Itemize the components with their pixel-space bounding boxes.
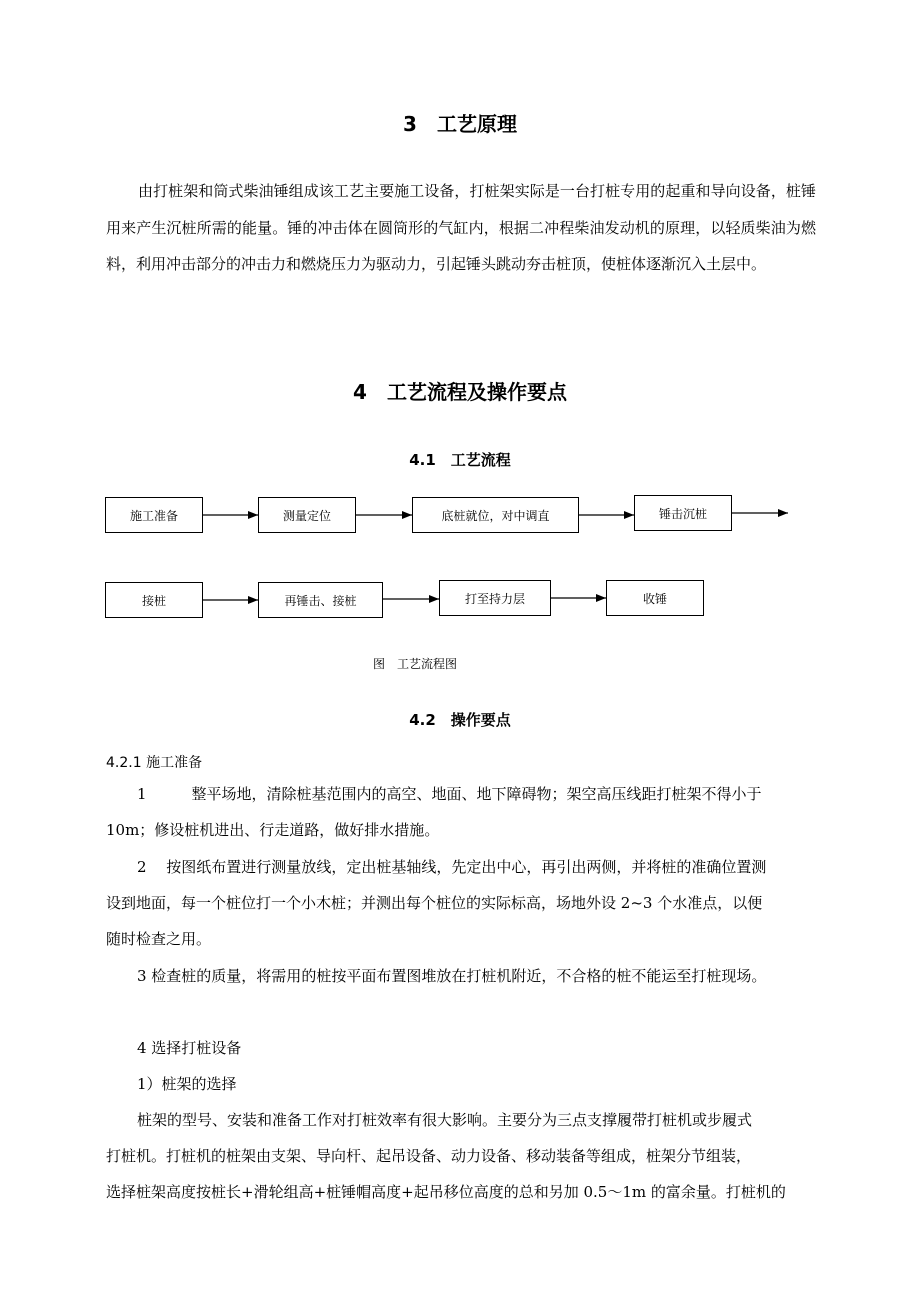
item-2-line-3: 随时检查之用。 (106, 930, 212, 948)
subsection-4-2-title: 4.2 操作要点 (409, 711, 511, 729)
flow-arrows (0, 0, 920, 640)
section-3-title: 3 工艺原理 (403, 112, 517, 136)
item-4: 4 选择打桩设备 (137, 1039, 242, 1057)
flow-step-1: 施工准备 (105, 497, 203, 533)
section-3-paragraph: 由打桩架和筒式柴油锤组成该工艺主要施工设备，打桩架实际是一台打桩专用的起重和导向设备，桩锤用来产生沉桩所需的能量。锤的冲击体在圆筒形的气缸内，根据二冲程柴油发动机的原理，以轻质柴油为燃料，利用冲击部分的冲击力和燃烧压力为驱动力，引起锤头跳动夯击桩顶，使桩体逐渐沉入土层中。 (106, 182, 816, 273)
flow-step-6: 再锤击、接桩 (258, 582, 383, 618)
flow-step-5: 接桩 (105, 582, 203, 618)
subsection-4-2-1-title: 4.2.1 施工准备 (106, 755, 203, 771)
item-3: 3 检查桩的质量，将需用的桩按平面布置图堆放在打桩机附近，不合格的桩不能运至打桩现场。 (137, 967, 767, 985)
flow-step-7: 打至持力层 (439, 580, 551, 616)
item-1-line-2: 10m；修设桩机进出、行走道路，做好排水措施。 (106, 821, 440, 839)
figure-caption: 图 工艺流程图 (372, 657, 457, 671)
subsection-4-1-title: 4.1 工艺流程 (409, 451, 511, 469)
flow-step-8: 收锤 (606, 580, 704, 616)
flow-step-3: 底桩就位，对中调直 (412, 497, 579, 533)
section-4-title: 4 工艺流程及操作要点 (353, 380, 567, 404)
item-4-paragraph-line-3: 选择桩架高度按桩长+滑轮组高+桩锤帽高度+起吊移位高度的总和另加 0.5～1m 的富余量。打桩机的 (106, 1183, 786, 1201)
flow-step-2: 测量定位 (258, 497, 356, 533)
item-4-paragraph-line-1: 桩架的型号、安装和准备工作对打桩效率有很大影响。主要分为三点支撑履带打桩机或步履式 (137, 1111, 753, 1129)
item-4-sub-1: 1）桩架的选择 (137, 1075, 237, 1093)
item-1-line-1: 1 整平场地，清除桩基范围内的高空、地面、地下障碍物；架空高压线距打桩架不得小于 (137, 785, 762, 803)
item-4-paragraph-line-2: 打桩机。打桩机的桩架由支架、导向杆、起吊设备、动力设备、移动装备等组成，桩架分节组装， (106, 1147, 752, 1165)
item-2-line-2: 设到地面，每一个桩位打一个小木桩；并测出每个桩位的实际标高，场地外设 2~3 个水准点，以便 (106, 894, 763, 912)
item-2-line-1: 2 按图纸布置进行测量放线，定出桩基轴线，先定出中心，再引出两侧，并将桩的准确位置测 (137, 858, 767, 876)
flow-step-4: 锤击沉桩 (634, 495, 732, 531)
